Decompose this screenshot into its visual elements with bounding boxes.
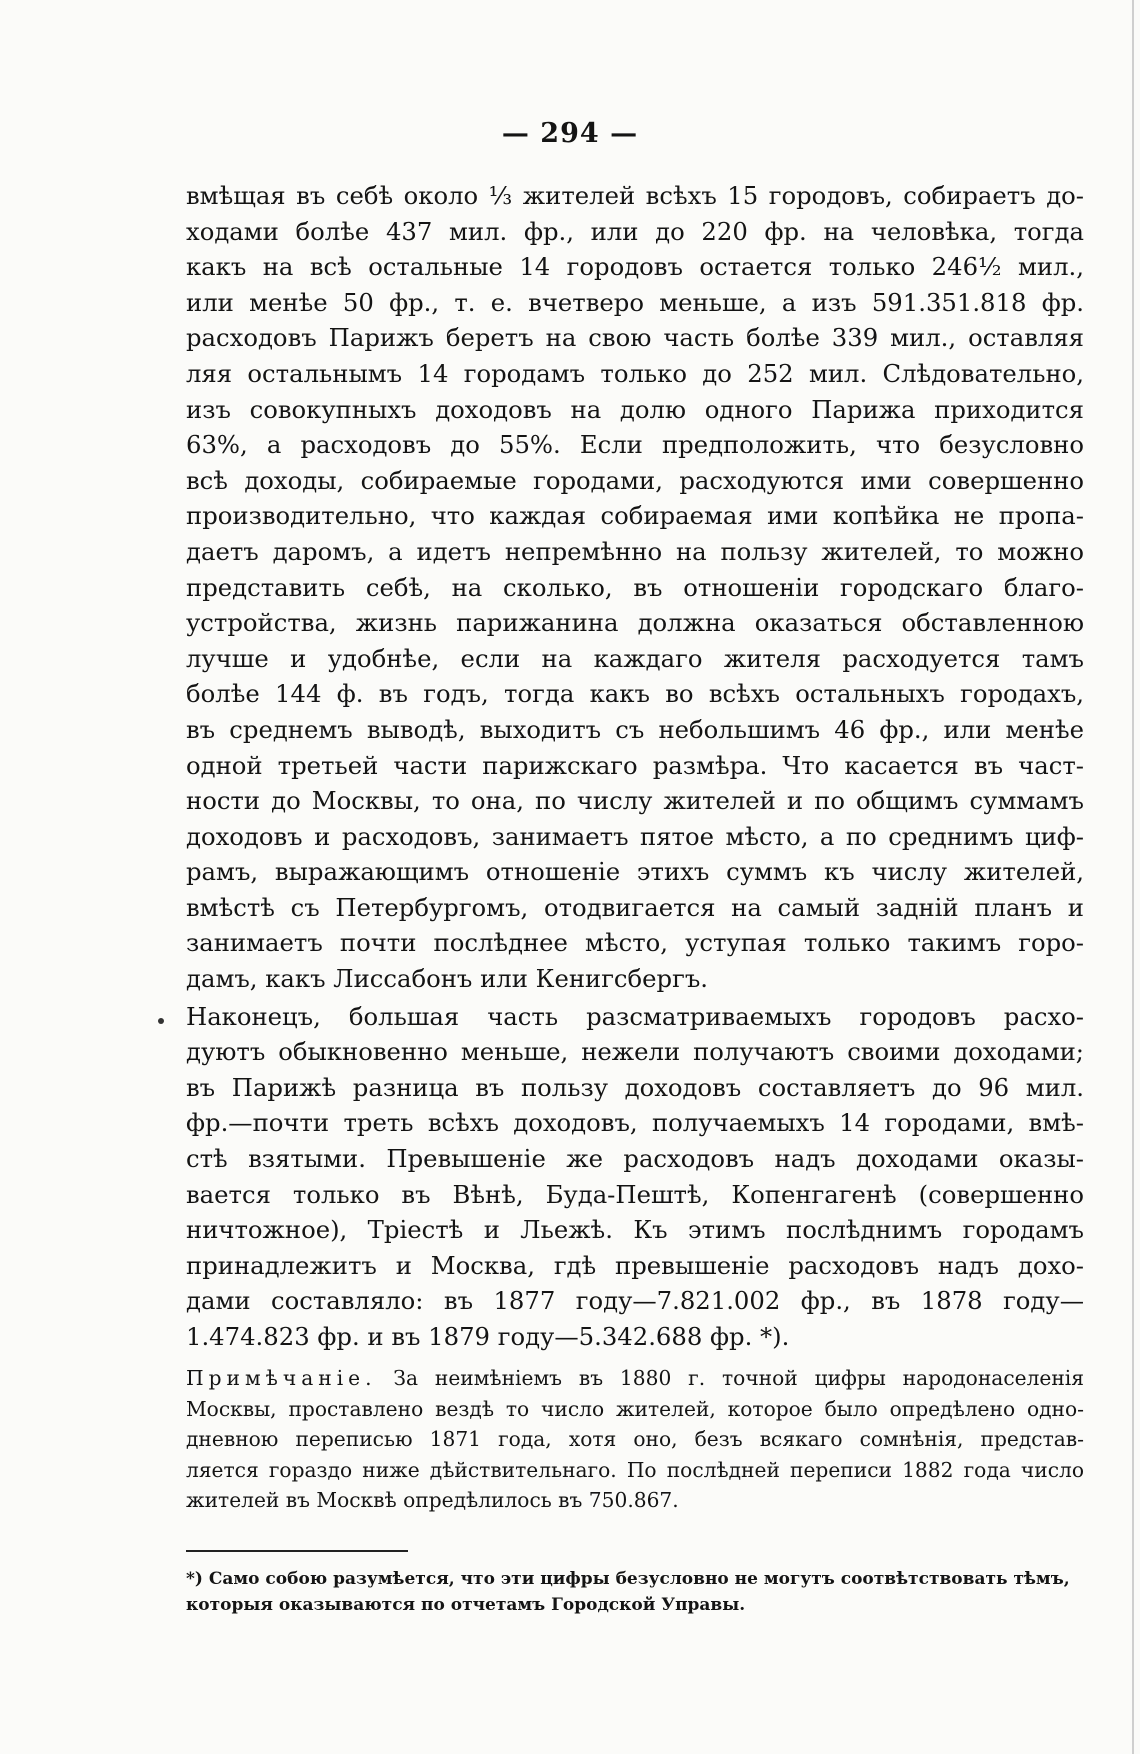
- text-line: занимаетъ почти послѣднее мѣсто, уступая только такимъ горо-: [186, 928, 1084, 958]
- text-line: устройства, жизнь парижанина должна оказаться обставленною: [186, 608, 1084, 638]
- note-first-line: [186, 1363, 1084, 1394]
- page-number: — 294 —: [501, 118, 639, 149]
- footnote-line: которыя оказываются по отчетамъ Городской Управы.: [186, 1595, 746, 1615]
- text-line: вмѣстѣ съ Петербургомъ, отодвигается на самый задній планъ и: [186, 892, 1084, 922]
- note-block: [186, 1363, 1084, 1516]
- note-line: ляется гораздо ниже дѣйствительнаго. По послѣдней переписи 1882 года число: [186, 1457, 1084, 1482]
- text-line: въ Парижѣ разница въ пользу доходовъ составляетъ до 96 мил.: [186, 1072, 1084, 1102]
- note-line: жителей въ Москвѣ опредѣлилось въ 750.867.: [186, 1488, 679, 1513]
- note-line: дневною переписью 1871 года, хотя оно, безъ всякаго сомнѣнія, представ-: [186, 1427, 1084, 1452]
- text-line: всѣ доходы, собираемые городами, расходуются ими совершенно: [186, 465, 1084, 495]
- text-line: вмѣщая въ себѣ около ⅓ жителей всѣхъ 15 городовъ, собираетъ до-: [186, 181, 1084, 210]
- note-heading: Примѣчаніе.: [186, 1366, 377, 1390]
- text-line: даетъ даромъ, а идетъ непремѣнно на пользу жителей, то можно: [186, 536, 1084, 566]
- text-line: Наконецъ, большая часть разсматриваемыхъ городовъ расхо-: [186, 1001, 1084, 1031]
- ink-speck: [158, 1018, 164, 1024]
- text-line: дами составляло: въ 1877 году—7.821.002 фр., въ 1878 году—: [186, 1286, 1084, 1316]
- text-line: 1.474.823 фр. и въ 1879 году—5.342.688 фр. *).: [186, 1322, 790, 1351]
- footnote: [186, 1566, 1084, 1618]
- text-line: стѣ взятыми. Превышеніе же расходовъ надъ доходами оказы-: [186, 1144, 1084, 1174]
- text-line: ности до Москвы, то она, по числу жителей и по общимъ суммамъ: [186, 786, 1084, 816]
- text-line: принадлежитъ и Москва, гдѣ превышеніе расходовъ надъ дохо-: [186, 1250, 1084, 1280]
- text-line: или менѣе 50 фр., т. е. вчетверо меньше, а изъ 591.351.818 фр.: [186, 287, 1084, 317]
- page-edge-line: [1132, 0, 1134, 1754]
- body-text: [186, 178, 1084, 1355]
- text-line: фр.—почти треть всѣхъ доходовъ, получаемыхъ 14 городами, вмѣ-: [186, 1108, 1084, 1138]
- text-line: ляя остальнымъ 14 городамъ только до 252 мил. Слѣдовательно,: [186, 358, 1084, 388]
- paragraph-2: [186, 999, 1084, 1355]
- text-line: 63%, а расходовъ до 55%. Если предположить, что безусловно: [186, 430, 1084, 460]
- text-line: представить себѣ, на сколько, въ отношеніи городскаго благо-: [186, 572, 1084, 602]
- footnote-line: *) Само собою разумѣется, что эти цифры безусловно не могутъ соотвѣтствовать тѣмъ,: [186, 1569, 1070, 1589]
- text-line: болѣе 144 ф. въ годъ, тогда какъ во всѣхъ остальныхъ городахъ,: [186, 679, 1084, 709]
- note-line: Москвы, проставлено вездѣ то число жителей, которое было опредѣлено одно-: [186, 1396, 1084, 1421]
- text-line: лучше и удобнѣе, если на каждаго жителя расходуется тамъ: [186, 643, 1084, 673]
- text-line: въ среднемъ выводѣ, выходитъ съ небольшимъ 46 фр., или менѣе: [186, 714, 1084, 744]
- text-line: вается только въ Вѣнѣ, Буда-Пештѣ, Копенгагенѣ (совершенно: [186, 1179, 1084, 1209]
- text-line: дамъ, какъ Лиссабонъ или Кенигсбергъ.: [186, 964, 709, 994]
- text-line: изъ совокупныхъ доходовъ на долю одного Парижа приходится: [186, 394, 1084, 424]
- text-line: доходовъ и расходовъ, занимаетъ пятое мѣсто, а по среднимъ циф-: [186, 821, 1084, 851]
- text-line: ничтожное), Тріестѣ и Льежѣ. Къ этимъ послѣднимъ городамъ: [186, 1215, 1084, 1245]
- text-line: производительно, что каждая собираемая ими копѣйка не пропа-: [186, 501, 1084, 531]
- text-line: расходовъ Парижъ беретъ на свою часть болѣе 339 мил., оставляя: [186, 323, 1084, 353]
- paragraph-1: [186, 178, 1084, 997]
- footnote-divider: [186, 1550, 408, 1552]
- text-line: дуютъ обыкновенно меньше, нежели получаютъ своими доходами;: [186, 1037, 1084, 1067]
- note-line: За неимѣніемъ въ 1880 г. точной цифры народонаселенія: [393, 1366, 1084, 1390]
- text-line: ходами болѣе 437 мил. фр., или до 220 фр. на человѣка, тогда: [186, 216, 1084, 246]
- text-line: одной третьей части парижскаго размѣра. Что касается въ част-: [186, 750, 1084, 780]
- text-line: какъ на всѣ остальные 14 городовъ остается только 246½ мил.,: [186, 252, 1084, 282]
- text-line: рамъ, выражающимъ отношеніе этихъ суммъ къ числу жителей,: [186, 857, 1084, 887]
